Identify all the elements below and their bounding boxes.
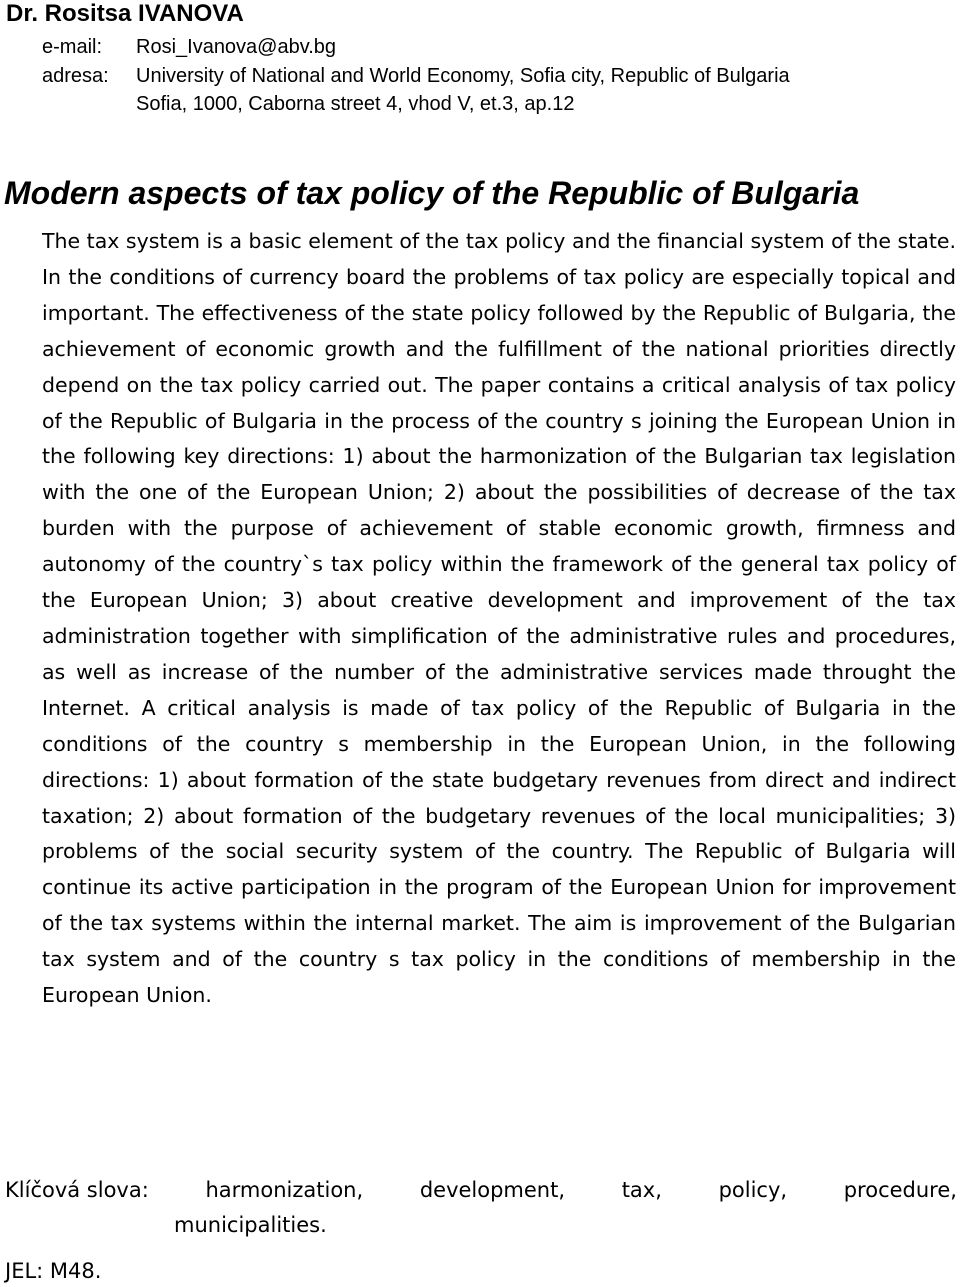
keywords-label: Klíčová slova: xyxy=(5,1178,149,1202)
email-value: Rosi_Ivanova@abv.bg xyxy=(136,36,337,58)
keyword: policy, xyxy=(718,1178,788,1202)
email-label: e-mail: xyxy=(42,36,103,58)
address-label: adresa: xyxy=(42,65,109,87)
keyword: development, xyxy=(419,1178,566,1202)
keywords-first-line xyxy=(5,1173,957,1208)
address-line-1: University of National and World Economy, Sofia city, Republic of Bulgaria xyxy=(136,65,790,87)
paper-title: Modern aspects of tax policy of the Republic of Bulgaria xyxy=(4,175,860,211)
keyword: harmonization, xyxy=(205,1178,364,1202)
keywords-second-line xyxy=(5,1208,957,1243)
author-name: Dr. Rositsa IVANOVA xyxy=(6,0,244,27)
jel-classification: JEL: M48. xyxy=(5,1259,102,1283)
email-row xyxy=(42,35,336,59)
address-line-2: Sofia, 1000, Caborna street 4, vhod V, et.3, ap.12 xyxy=(136,93,575,115)
keyword: tax, xyxy=(621,1178,662,1202)
address-row xyxy=(42,64,790,88)
address-row-continued xyxy=(42,92,574,116)
keyword: municipalities. xyxy=(174,1213,327,1237)
keywords-block xyxy=(5,1173,957,1243)
abstract-paragraph: The tax system is a basic element of the tax policy and the financial system of the state. In the conditions of currency board the problems of tax policy are especially topical and important. The effectiveness of the state policy followed by the Republic of Bulgaria, the achievement of economic growth and the fulfillment of the national priorities directly depend on the tax policy carried out. The paper contains a critical analysis of tax policy of the Republic of Bulgaria in the process of the country s joining the European Union in the following key directions: 1) about the harmonization of the Bulgarian tax legislation with the one of the European Union; 2) about the possibilities of decrease of the tax burden with the purpose of achievement of stable economic growth, firmness and autonomy of the country`s tax policy within the framework of the general tax policy of the European Union; 3) about creative development and improvement of the tax administration together with simplification of the administrative rules and procedures, as well as increase of the number of the administrative services made throught the Internet. A critical analysis is made of tax policy of the Republic of Bulgaria in the conditions of the country s membership in the European Union, in the following directions: 1) about formation of the state budgetary revenues from direct and indirect taxation; 2) about formation of the budgetary revenues of the local municipalities; 3) problems of the social security system of the country. The Republic of Bulgaria will continue its active participation in the program of the European Union for improvement of the tax systems within the internal market. The aim is improvement of the Bulgarian tax system and of the country s tax policy in the conditions of membership in the European Union. xyxy=(42,229,956,1008)
keyword: procedure, xyxy=(843,1178,957,1202)
